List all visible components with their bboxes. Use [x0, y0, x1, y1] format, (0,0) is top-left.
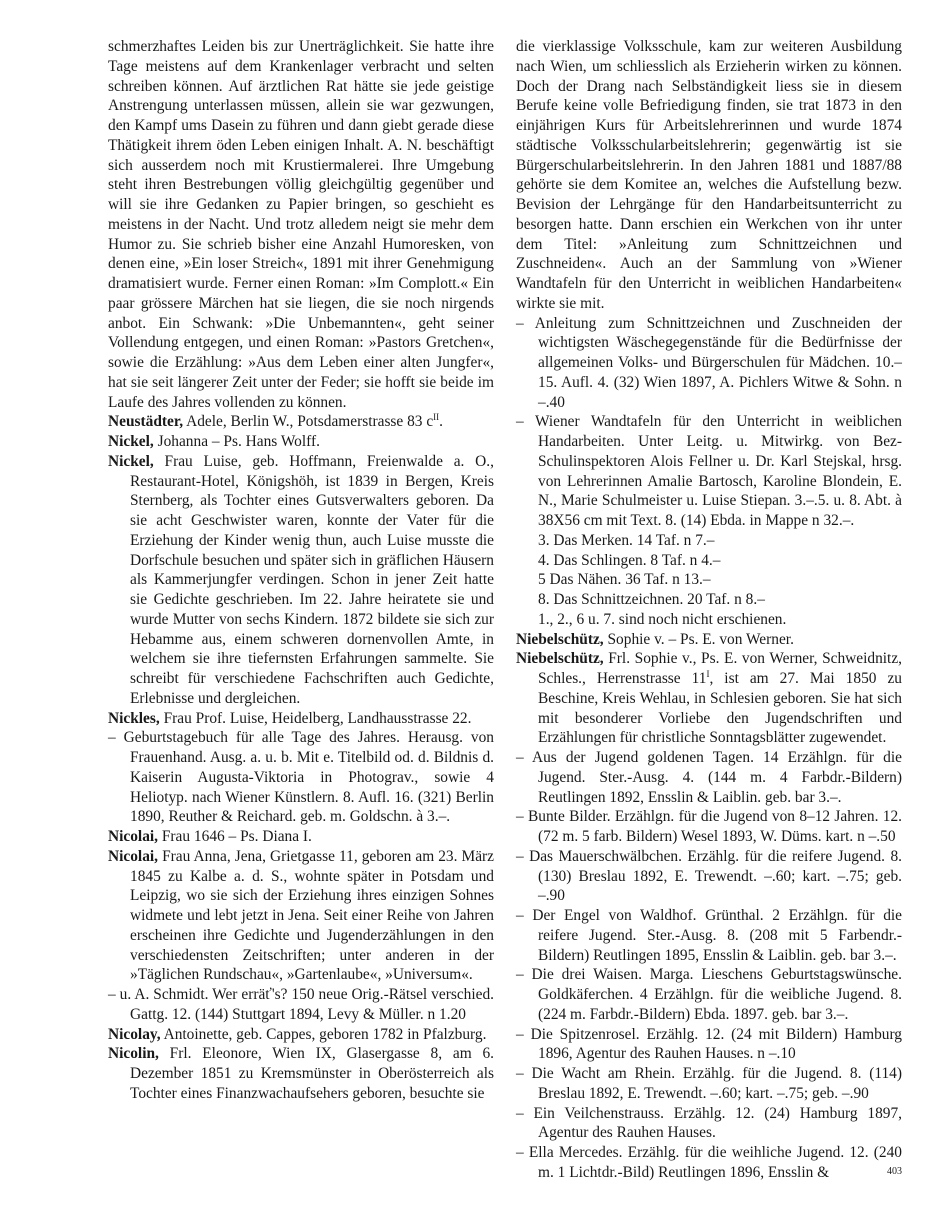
entry-nickel-luise [108, 452, 494, 709]
entry-nickles [108, 709, 494, 729]
bibliography-item: – Das Mauerschwälbchen. Erzählg. für die reifere Jugend. 8. (130) Breslau 1892, E. Trewendt. –.60; kart. –.75; geb. –.90 [516, 847, 902, 905]
sub-item: 8. Das Schnittzeichnen. 20 Taf. n 8.– [538, 591, 765, 608]
entry-text: Frl. Eleonore, Wien IX, Glasergasse 8, am 6. Dezember 1851 zu Kremsmünster in Oberösterreich als Tochter eines Finanzwachaufsehers geboren, besuchte sie [130, 1045, 494, 1102]
entry-name: Neustädter, [108, 413, 184, 431]
entry-name: Nicolin, [108, 1045, 159, 1063]
entry-name: Nicolay, [108, 1025, 161, 1043]
bibliography-item: – Der Engel von Waldhof. Grünthal. 2 Erzählgn. für die reifere Jugend. Ster.-Ausg. 8. (208 mit 5 Farbendr.-Bildern) Reutlingen 1895, Ensslin & Laiblin. geb. bar 3.–. [516, 907, 902, 964]
right-column [516, 37, 902, 1183]
entry-niebelschuetz-ps [516, 630, 902, 650]
entry-niebelschuetz [516, 649, 902, 748]
paragraph: die vierklassige Volksschule, kam zur weiteren Ausbildung nach Wien, um schliesslich als Erzieherin wirken zu können. Doch der Drang nach Selbständigkeit liess sie in diesem Berufe keine volle Befriedigung finden, sie trat 1873 in den einjährigen Kurs für Arbeitslehrerinnen und wurde 1874 städtische Volksschularbeitslehrerin; gegenwärtig ist sie Bürgerschularbeitslehrerin. In den Jahren 1881 und 1887/88 gehörte sie dem Komitee an, welches die Aufstellung bezw. Bevision der Lehrgänge für den Handarbeitsunterricht zu besorgen hatte. Dann erschien ein Werkchen von ihr unter dem Titel: »Anleitung zum Schnittzeichnen und Zuschneiden«. Auch an der Sammlung von »Wiener Wandtafeln für den Unterricht in weiblichen Handarbeiten« wirkte sie mit. [516, 38, 902, 312]
left-column [108, 37, 494, 1104]
entry-name: Nickles, [108, 709, 160, 727]
entry-name: Nickel, [108, 433, 154, 450]
entry-name: Nicolai, [108, 828, 159, 845]
entry-text: Johanna – Ps. Hans Wolff. [153, 433, 320, 450]
entry-nicolin [108, 1044, 494, 1103]
bibliography-item: – u. A. Schmidt. Wer erräť's? 150 neue Orig.-Rätsel verschied. Gattg. 12. (144) Stuttgart 1894, Levy & Müller. n 1.20 [108, 986, 494, 1023]
entry-text: Frau Prof. Luise, Heidelberg, Landhausstrasse 22. [159, 709, 472, 727]
bibliography-item: – Aus der Jugend goldenen Tagen. 14 Erzählgn. für die Jugend. Ster.-Ausg. 4. (144 m. 4 Farbdr.-Bildern) Reutlingen 1892, Ensslin & Laiblin. geb. bar 3.–. [516, 749, 902, 806]
entry-name: Niebelschütz, [516, 630, 604, 648]
bibliography-item: – Anleitung zum Schnittzeichnen und Zuschneiden der wichtigsten Wäschegegenstände für die Bedürfnisse der allgemeinen Volks- und Bürgerschulen für Mädchen. 10.–15. Aufl. 4. (32) Wien 1897, A. Pichlers Witwe & Sohn. n –.40 [516, 314, 902, 411]
entry-neustaedter [108, 412, 494, 432]
page-number: 403 [887, 1166, 902, 1177]
bibliography-item: – Die drei Waisen. Marga. Lieschens Geburtstagswünsche. Goldkäferchen. 4 Erzählgn. für die weibliche Jugend. 8. (224 m. Farbdr.-Bildern) Ebda. 1897. geb. bar 3.–. [516, 966, 902, 1023]
entry-text-after: . [439, 413, 444, 431]
entry-nicolay [108, 1025, 494, 1045]
bibliography-item: – Ella Mercedes. Erzählg. für die weihliche Jugend. 12. (240 m. 1 Lichtdr.-Bild) Reutlingen 1896, Ensslin & [516, 1144, 902, 1181]
entry-text: Adele, Berlin W., Potsdamerstrasse 83 c [183, 413, 434, 431]
superscript: I [706, 669, 710, 679]
sub-item: 3. Das Merken. 14 Taf. n 7.– [538, 531, 715, 549]
sub-item: 4. Das Schlingen. 8 Taf. n 4.– [538, 551, 721, 569]
entry-nicolai-anna [108, 847, 494, 985]
sub-item: 5 Das Nähen. 36 Taf. n 13.– [538, 571, 711, 589]
entry-text: Frau 1646 – Ps. Diana I. [158, 828, 312, 845]
entry-nicolai-1646 [108, 827, 494, 847]
entry-text: Frau Luise, geb. Hoffmann, Freienwalde a. O., Restaurant-Hotel, Königshöh, ist 1839 in Bergen, Kreis Sternberg, als Tochter eines Gutsverwalters geboren. Da sie acht Geschwister waren, konnte der Vater für die Erziehung der Kinder wenig thun, auch Luise musste die Dorfschule besuchen und später sich in gräflichen Häusern als Kammerjungfer verdingen. Schon in jener Zeit hatte sie Gedichte geschrieben. Im 22. Jahre heiratete sie und wurde Mutter von sechs Kindern. 1872 bildete sie sich zur Hebamme aus, einem schweren dornenvollen Amte, in welchem sie ihre tiefernsten Erfahrungen sammelte. Sie schreibt für verschiedene Fachschriften auch Gedichte, Erlebnisse und dergleichen. [130, 452, 494, 707]
entry-nickel-johanna [108, 432, 494, 452]
entry-text: Frau Anna, Jena, Grietgasse 11, geboren am 23. März 1845 zu Kalbe a. d. S., wohnte später in Potsdam und Leipzig, wo sie sich der Erziehung ihres einzigen Sohnes widmete und lebt jetzt in Jena. Seit einer Reihe von Jahren erscheinen ihre Gedichte und Jugenderzählungen in den verschiedensten Zeitschriften; unter anderen in der »Täglichen Rundschau«, »Gartenlaube«, »Universum«. [130, 847, 494, 984]
bibliography-item: – Die Wacht am Rhein. Erzählg. für die Jugend. 8. (114) Breslau 1892, E. Trewendt. –.60; kart. –.75; geb. –.90 [516, 1065, 902, 1102]
entry-name: Nickel, [108, 452, 154, 470]
entry-text-after: , ist am 27. Mai 1850 zu Beschine, Kreis Wehlau, in Schlesien geboren. Sie hat sich mit besonderer Vorliebe den Jugendschriften und Erzählungen für christliche Sonntagsblätter zugewendet. [538, 670, 902, 747]
entry-name: Niebelschütz, [516, 650, 604, 668]
entry-name: Nicolai, [108, 847, 159, 865]
bibliography-item: – Geburtstagebuch für alle Tage des Jahres. Herausg. von Frauenhand. Ausg. a. u. b. Mit e. Titelbild od. d. Bildnis d. Kaiserin Augusta-Viktoria in Photograv., sowie 4 Heliotyp. nach Wiener Künstlern. 8. Aufl. 16. (321) Berlin 1890, Reuther & Reichard. geb. m. Goldschn. à 3.–. [108, 729, 494, 826]
sub-item: 1., 2., 6 u. 7. sind noch nicht erschienen. [538, 610, 787, 628]
entry-text: Antoinette, geb. Cappes, geboren 1782 in Pfalzburg. [160, 1025, 487, 1043]
entry-text: Sophie v. – Ps. E. von Werner. [603, 630, 794, 648]
bibliography-item: – Wiener Wandtafeln für den Unterricht in weiblichen Handarbeiten. Unter Leitg. u. Mitwirkg. von Bez-Schulinspektoren Alois Fellner u. Dr. Karl Stejskal, hrsg. von Lehrerinnen Amalie Bartosch, Karoline Blondein, E. N., Marie Schulmeister u. Luise Stiepan. 3.–.5. u. 8. Abt. à 38X56 cm mit Text. 8. (14) Ebda. in Mappe n 32.–. [516, 413, 902, 529]
bibliography-item: – Bunte Bilder. Erzählgn. für die Jugend von 8–12 Jahren. 12. (72 m. 5 farb. Bildern) Wesel 1893, W. Düms. kart. n –.50 [516, 808, 902, 845]
paragraph: schmerzhaftes Leiden bis zur Unerträglichkeit. Sie hatte ihre Tage meistens auf dem Krankenlager verbracht und selten schreiben können. Auf ärztlichen Rat hätte sie jede geistige Anstrengung unterlassen müssen, allein sie war gezwungen, den Kampf ums Dasein zu führen und dann giebt gerade diese Thätigkeit ihrem öden Leben einigen Inhalt. A. N. beschäftigt sich ausserdem noch mit Krustiermalerei. Ihre Umgebung steht ihren Bestrebungen völlig gleichgültig gegenüber und will sie ihre Gedanken zu Papier bringen, so geschieht es meistens in der Nacht. Und trotz alledem neigt sie mehr dem Humor zu. Sie schrieb bisher eine Anzahl Humoresken, von denen eine, »Ein loser Streich«, 1891 mit ihrer Genehmigung dramatisiert wurde. Ferner einen Roman: »Im Complott.« Ein paar grössere Märchen hat sie liegen, die sie noch nirgends anbot. Ein Schwank: »Die Unbemannten«, geht seiner Vollendung entgegen, und einen Roman: »Pastors Gretchen«, sowie die Erzählung: »Aus dem Leben einer alten Jungfer«, hat sie seit längerer Zeit unter der Feder; sie hofft sie beide im Laufe des Jahres vollenden zu können. [108, 38, 494, 411]
bibliography-item: – Ein Veilchenstrauss. Erzählg. 12. (24) Hamburg 1897, Agentur des Rauhen Hauses. [516, 1104, 902, 1142]
bibliography-item: – Die Spitzenrosel. Erzählg. 12. (24 mit Bildern) Hamburg 1896, Agentur des Rauhen Hauses. n –.10 [516, 1025, 902, 1063]
entry-text: Frl. Sophie v., Ps. E. von Werner, Schweidnitz, Schles., Herrenstrasse 11 [538, 650, 902, 687]
superscript: II [433, 412, 440, 423]
